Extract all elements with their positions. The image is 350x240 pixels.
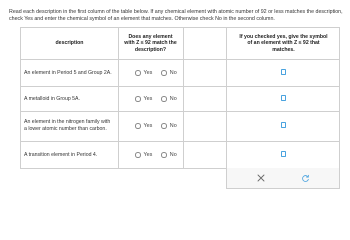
no-label: No: [169, 70, 177, 76]
yes-radio[interactable]: [135, 152, 141, 158]
no-radio[interactable]: [161, 123, 167, 129]
yes-label: Yes: [143, 96, 153, 102]
question-table: [20, 27, 340, 169]
yes-radio[interactable]: [135, 70, 141, 76]
row-divider: [21, 86, 339, 87]
header-symbol: If you checked yes, give the symbol of an element with Z ≤ 92 that matches.: [239, 33, 328, 53]
yes-radio[interactable]: [135, 123, 141, 129]
row-description: An element in Period 5 and Group 2A.: [24, 70, 112, 76]
row-divider: [21, 111, 339, 112]
no-option[interactable]: [161, 70, 176, 76]
no-label: No: [169, 96, 177, 102]
header-match: Does any element with Z ≤ 92 match the description?: [124, 33, 177, 53]
yes-no-radio-group: [135, 96, 177, 102]
yes-option[interactable]: [135, 96, 152, 102]
yes-option[interactable]: [135, 123, 152, 129]
no-radio[interactable]: [161, 152, 167, 158]
yes-no-radio-group: [135, 152, 177, 158]
column-divider: [183, 28, 184, 168]
row-divider: [21, 141, 339, 142]
action-bar: [226, 168, 340, 189]
row-description: An element in the nitrogen family with a lower atomic number than carbon.: [24, 119, 111, 132]
reset-icon-graphic: [301, 174, 310, 183]
row-divider: [21, 59, 339, 60]
symbol-input[interactable]: [281, 69, 286, 75]
no-option[interactable]: [161, 96, 176, 102]
no-label: No: [169, 123, 177, 129]
yes-label: Yes: [143, 123, 153, 129]
reset-icon[interactable]: [299, 172, 311, 184]
close-icon[interactable]: [255, 172, 267, 184]
no-radio[interactable]: [161, 96, 167, 102]
close-icon-graphic: [257, 174, 265, 182]
instructions-text: Read each description in the first column of the table below. If any chemical element with atomic number of 92 or less matches the description, check Yes and enter the chemical symbol of an element that matches. Otherwise check No in the second column.: [9, 9, 343, 23]
no-radio[interactable]: [161, 70, 167, 76]
yes-radio[interactable]: [135, 96, 141, 102]
no-label: No: [169, 152, 177, 158]
yes-option[interactable]: [135, 152, 152, 158]
yes-no-radio-group: [135, 123, 177, 129]
symbol-input[interactable]: [281, 122, 286, 128]
symbol-input[interactable]: [281, 95, 286, 101]
yes-no-radio-group: [135, 70, 177, 76]
no-option[interactable]: [161, 152, 176, 158]
header-description: description: [55, 40, 84, 47]
yes-label: Yes: [143, 70, 153, 76]
no-option[interactable]: [161, 123, 176, 129]
symbol-input[interactable]: [281, 151, 286, 157]
yes-label: Yes: [143, 152, 153, 158]
row-description: A metalloid in Group 5A.: [24, 96, 80, 102]
row-description: A transition element in Period 4.: [24, 152, 98, 158]
yes-option[interactable]: [135, 70, 152, 76]
